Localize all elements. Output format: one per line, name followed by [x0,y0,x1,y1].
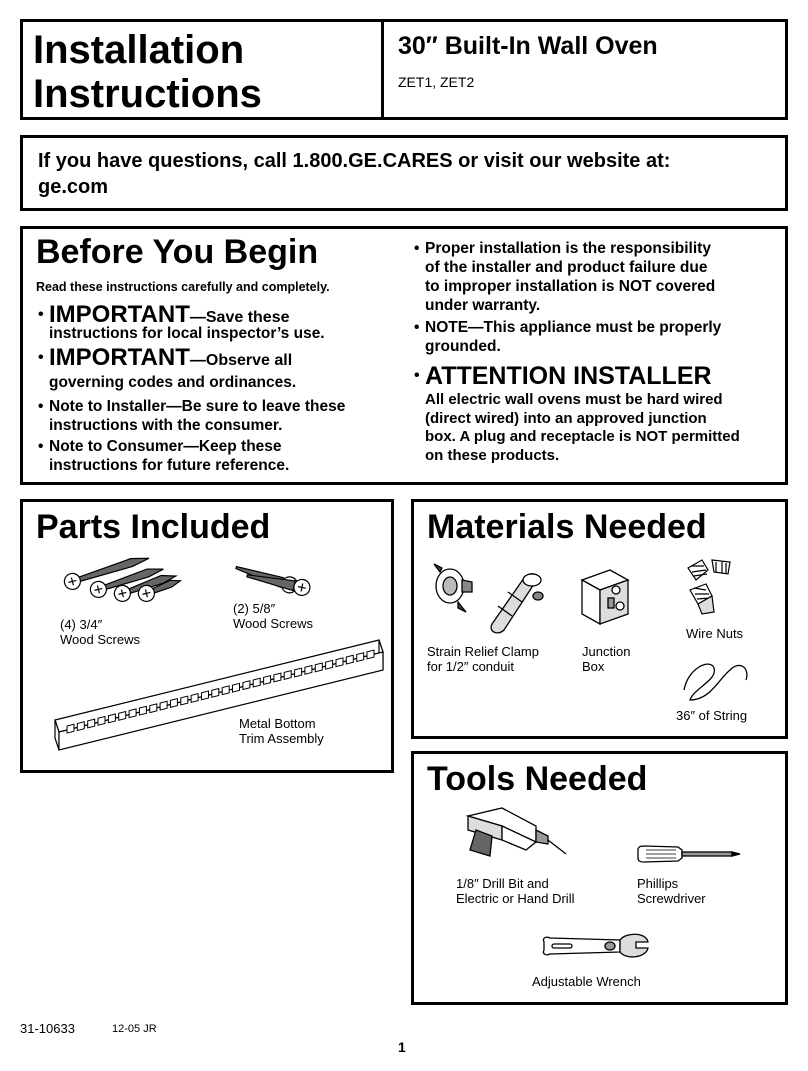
attention-installer-body [425,391,740,465]
attention-label: ATTENTION INSTALLER [425,362,712,390]
trim-slot [295,668,302,677]
trim-slot [253,678,260,687]
tools-needed-title: Tools Needed [427,760,648,798]
important-label: IMPORTANT [49,301,190,328]
bullet: • [38,306,44,323]
trim-slot [233,683,240,692]
bullet: • [38,398,44,415]
proper-line4: under warranty. [425,297,541,314]
consumer-note-line2: instructions for future reference. [49,457,290,474]
metal-bottom-trim-icon [49,632,389,752]
bullet: • [38,438,44,455]
trim-line1: Metal Bottom [239,716,316,731]
wire-nuts-label: Wire Nuts [686,626,744,641]
trim-slot [108,714,115,723]
trim-slot [357,653,364,662]
clamp-line1: Strain Relief Clamp [427,644,539,659]
phillips-line2: Screwdriver [637,891,706,906]
attention-line3: box. A plug and receptacle is NOT permitted [425,428,740,445]
model-numbers: ZET1, ZET2 [398,74,475,90]
strain-relief-clamp-label [427,644,539,674]
attention-line4: on these products. [425,446,560,464]
phillips-line1: Phillips [637,876,679,891]
trim-slot [170,699,177,708]
important-save-line2: instructions for local inspector’s use. [49,325,325,342]
string-label: 36″ of String [676,708,748,723]
trim-slot [119,711,126,720]
trim-slot [88,719,95,728]
attention-line1: All electric wall ovens must be hard wired [425,391,723,408]
contact-line-2: ge.com [38,176,109,198]
trim-slot [139,706,146,715]
trim-slot [346,655,353,664]
trim-slot [264,676,271,685]
grounding-note [414,318,722,356]
materials-needed-section [411,499,788,739]
trim-slot [315,663,322,672]
drill-icon [462,806,568,862]
trim-slot [284,671,291,680]
important-label: IMPORTANT [49,344,190,371]
header-product-box [381,19,788,120]
wood-screws-58-label [233,601,313,631]
note-line1: NOTE—This appliance must be properly [425,319,722,336]
trim-slot [77,722,84,731]
wood34-desc: Wood Screws [60,632,140,647]
wood34-qty: (4) 3/4″ [60,617,103,632]
drill-label [456,876,574,906]
date-code: 12-05 JR [112,1023,157,1035]
trim-slot [181,696,188,705]
trim-slot [336,658,343,667]
installer-note-line1: Note to Installer—Be sure to leave these [49,398,346,415]
title-line-2: Instructions [33,72,262,116]
phillips-screwdriver-icon [636,844,744,864]
trim-slot [222,686,229,695]
drill-line2: Electric or Hand Drill [456,891,575,906]
strain-relief-clamp-icon [428,562,558,636]
important-codes-item [38,344,379,375]
drill-line1: 1/8″ Drill Bit and [456,876,549,891]
trim-slot [150,704,157,713]
trim-slot [67,724,74,733]
product-title: 30″ Built-In Wall Oven [398,32,658,60]
before-you-begin-title: Before You Begin [36,233,319,271]
wood-screws-58-icon [239,559,319,591]
adjustable-wrench-icon [540,932,652,960]
parts-included-title: Parts Included [36,508,271,546]
junction-line2: Box [582,659,605,674]
document-number: 31-10633 [20,1021,75,1036]
contact-box [20,135,788,211]
installer-note [38,397,346,435]
page-number: 1 [398,1039,406,1055]
note-line2: grounded. [425,338,501,355]
trim-slot [129,709,136,718]
consumer-note [38,437,290,475]
clamp-line2: for 1/2″ conduit [427,659,514,674]
phillips-screwdriver-label [637,876,706,906]
read-instructions-text: Read these instructions carefully and completely. [36,280,330,294]
junction-box-icon [580,568,630,626]
proper-line1: Proper installation is the responsibility [425,240,711,257]
bullet: • [414,367,420,384]
tools-needed-section [411,751,788,1005]
important-codes-tail: —Observe all [189,352,293,369]
attention-installer-heading [414,362,712,390]
before-you-begin-section [20,226,788,485]
junction-line1: Junction [582,644,631,659]
junction-box-label [582,644,630,674]
trim-slot [326,660,333,669]
attention-line2: (direct wired) into an approved junction [425,409,707,427]
materials-needed-title: Materials Needed [427,508,707,546]
bullet: • [414,319,420,336]
trim-slot [98,717,105,726]
proper-line3: to improper installation is NOT covered [425,278,716,295]
proper-line2: of the installer and product failure due [425,259,708,276]
proper-installation-note [414,239,716,315]
trim-slot [160,701,167,710]
trim-slot [243,681,250,690]
trim-slot [191,694,198,703]
wood-screws-34-icon [51,564,166,614]
parts-included-section [20,499,394,773]
header-title-box [20,19,384,120]
string-icon [680,654,752,704]
bullet: • [414,240,420,257]
contact-line-1: If you have questions, call 1.800.GE.CARES or visit our website at: [38,150,671,172]
important-codes-line2: governing codes and ordinances. [49,374,297,391]
trim-slot [202,691,209,700]
wire-nuts-icon [682,556,746,618]
wood58-desc: Wood Screws [233,616,313,631]
adjustable-wrench-label: Adjustable Wrench [532,974,641,989]
bullet: • [38,349,44,366]
trim-slot [305,665,312,674]
important-save-tail: —Save these [189,309,290,326]
consumer-note-line1: Note to Consumer—Keep these [49,438,282,455]
trim-line2: Trim Assembly [239,731,324,746]
title-line-1: Installation [33,28,245,72]
trim-slot [212,688,219,697]
installer-note-line2: instructions with the consumer. [49,417,283,434]
wood58-qty: (2) 5/8″ [233,601,276,616]
trim-slot [274,673,281,682]
trim-slot [367,650,374,659]
trim-assembly-label [239,716,324,746]
